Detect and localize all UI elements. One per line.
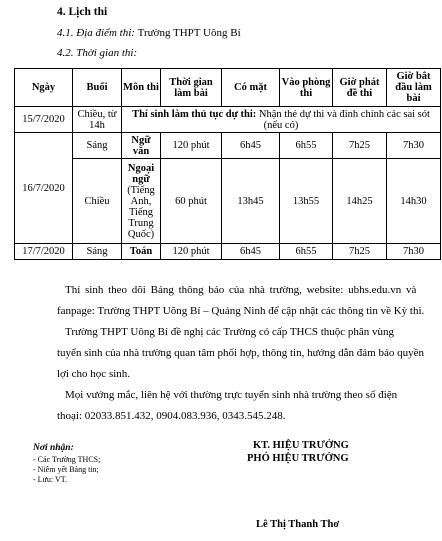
procedure-bold: Thí sinh làm thủ tục dự thi: bbox=[132, 108, 257, 120]
recipient-item: - Niêm yết Bảng tin; bbox=[33, 465, 99, 474]
cell-subject bbox=[122, 159, 161, 244]
header-subject: Môn thi bbox=[122, 69, 161, 107]
paragraph-website-line2: fanpage: Trường THPT Uông Bí – Quảng Ninh để cập nhật các thông tin về Kỳ thi. bbox=[57, 305, 425, 317]
time-label: 4.2. Thời gian thi: bbox=[57, 47, 138, 59]
recipient-item: - Lưu: VT. bbox=[33, 475, 68, 484]
cell-present: 6h45 bbox=[222, 244, 280, 260]
cell-date: 17/7/2020 bbox=[15, 244, 73, 260]
paragraph-contact-line1: Mọi vướng mắc, liên hệ với thường trực tuyển sinh nhà trường theo số điện bbox=[65, 389, 398, 401]
cell-date: 15/7/2020 bbox=[15, 107, 73, 133]
table-row bbox=[15, 107, 441, 133]
cell-session: Chiều, từ 14h bbox=[73, 107, 122, 133]
header-enter: Vào phòng thi bbox=[280, 69, 333, 107]
signature-title-line1: KT. HIỆU TRƯỞNG bbox=[253, 440, 349, 451]
cell-distribute: 14h25 bbox=[333, 159, 387, 244]
location-line bbox=[57, 27, 241, 39]
cell-start: 14h30 bbox=[387, 159, 441, 244]
cell-enter: 6h55 bbox=[280, 133, 333, 159]
table-row bbox=[15, 244, 441, 260]
header-start: Giờ bắt đầu làm bài bbox=[387, 69, 441, 107]
paragraph-cooperation-line2: tuyển sinh của nhà trường quan tâm phối hợp, thông tin, hướng dẫn đảm bảo quyền bbox=[57, 347, 424, 359]
cell-session: Chiều bbox=[73, 159, 122, 244]
cell-enter: 6h55 bbox=[280, 244, 333, 260]
cell-duration: 60 phút bbox=[161, 159, 222, 244]
table-row bbox=[15, 159, 441, 244]
cell-distribute: 7h25 bbox=[333, 133, 387, 159]
cell-duration: 120 phút bbox=[161, 133, 222, 159]
subject-name: Ngoại ngữ bbox=[127, 162, 155, 185]
cell-start: 7h30 bbox=[387, 133, 441, 159]
recipient-item: - Các Trường THCS; bbox=[33, 455, 101, 464]
header-duration: Thời gian làm bài bbox=[161, 69, 222, 107]
section-title: 4. Lịch thi bbox=[57, 6, 108, 18]
cell-distribute: 7h25 bbox=[333, 244, 387, 260]
cell-enter: 13h55 bbox=[280, 159, 333, 244]
header-present: Có mặt bbox=[222, 69, 280, 107]
exam-schedule-table bbox=[14, 68, 441, 260]
table-row bbox=[15, 133, 441, 159]
paragraph-cooperation-line1: Trường THPT Uông Bí đề nghị các Trường có cấp THCS thuộc phân vùng bbox=[65, 326, 395, 338]
location-label: 4.1. Địa điểm thi: bbox=[57, 27, 135, 39]
header-session: Buổi bbox=[73, 69, 122, 107]
procedure-rest: Nhận thẻ dự thi và đính chính các sai sót (nếu có) bbox=[256, 108, 430, 131]
cell-subject: Ngữ văn bbox=[122, 133, 161, 159]
table-header-row bbox=[15, 69, 441, 107]
paragraph-website-line1: Thí sinh theo dõi Bảng thông báo của nhà trường, website: ubhs.edu.vn và bbox=[65, 284, 417, 296]
signature-name: Lê Thị Thanh Thơ bbox=[256, 519, 340, 530]
cell-date: 16/7/2020 bbox=[15, 133, 73, 244]
cell-duration: 120 phút bbox=[161, 244, 222, 260]
cell-session: Sáng bbox=[73, 133, 122, 159]
cell-present: 6h45 bbox=[222, 133, 280, 159]
paragraph-contact-line2: thoại: 02033.851.432, 0904.083.936, 0343.545.248. bbox=[57, 410, 286, 422]
subject-detail: (Tiếng Anh, Tiếng Trung Quốc) bbox=[127, 184, 155, 240]
header-distribute: Giờ phát đề thi bbox=[333, 69, 387, 107]
cell-start: 7h30 bbox=[387, 244, 441, 260]
location-value: Trường THPT Uông Bí bbox=[137, 27, 241, 39]
recipients-label: Nơi nhận: bbox=[33, 443, 74, 453]
cell-session: Sáng bbox=[73, 244, 122, 260]
cell-present: 13h45 bbox=[222, 159, 280, 244]
paragraph-cooperation-line3: lợi cho học sinh. bbox=[57, 368, 131, 380]
cell-procedure bbox=[122, 107, 441, 133]
cell-subject: Toán bbox=[122, 244, 161, 260]
header-date: Ngày bbox=[15, 69, 73, 107]
signature-title-line2: PHÓ HIỆU TRƯỞNG bbox=[247, 453, 349, 464]
